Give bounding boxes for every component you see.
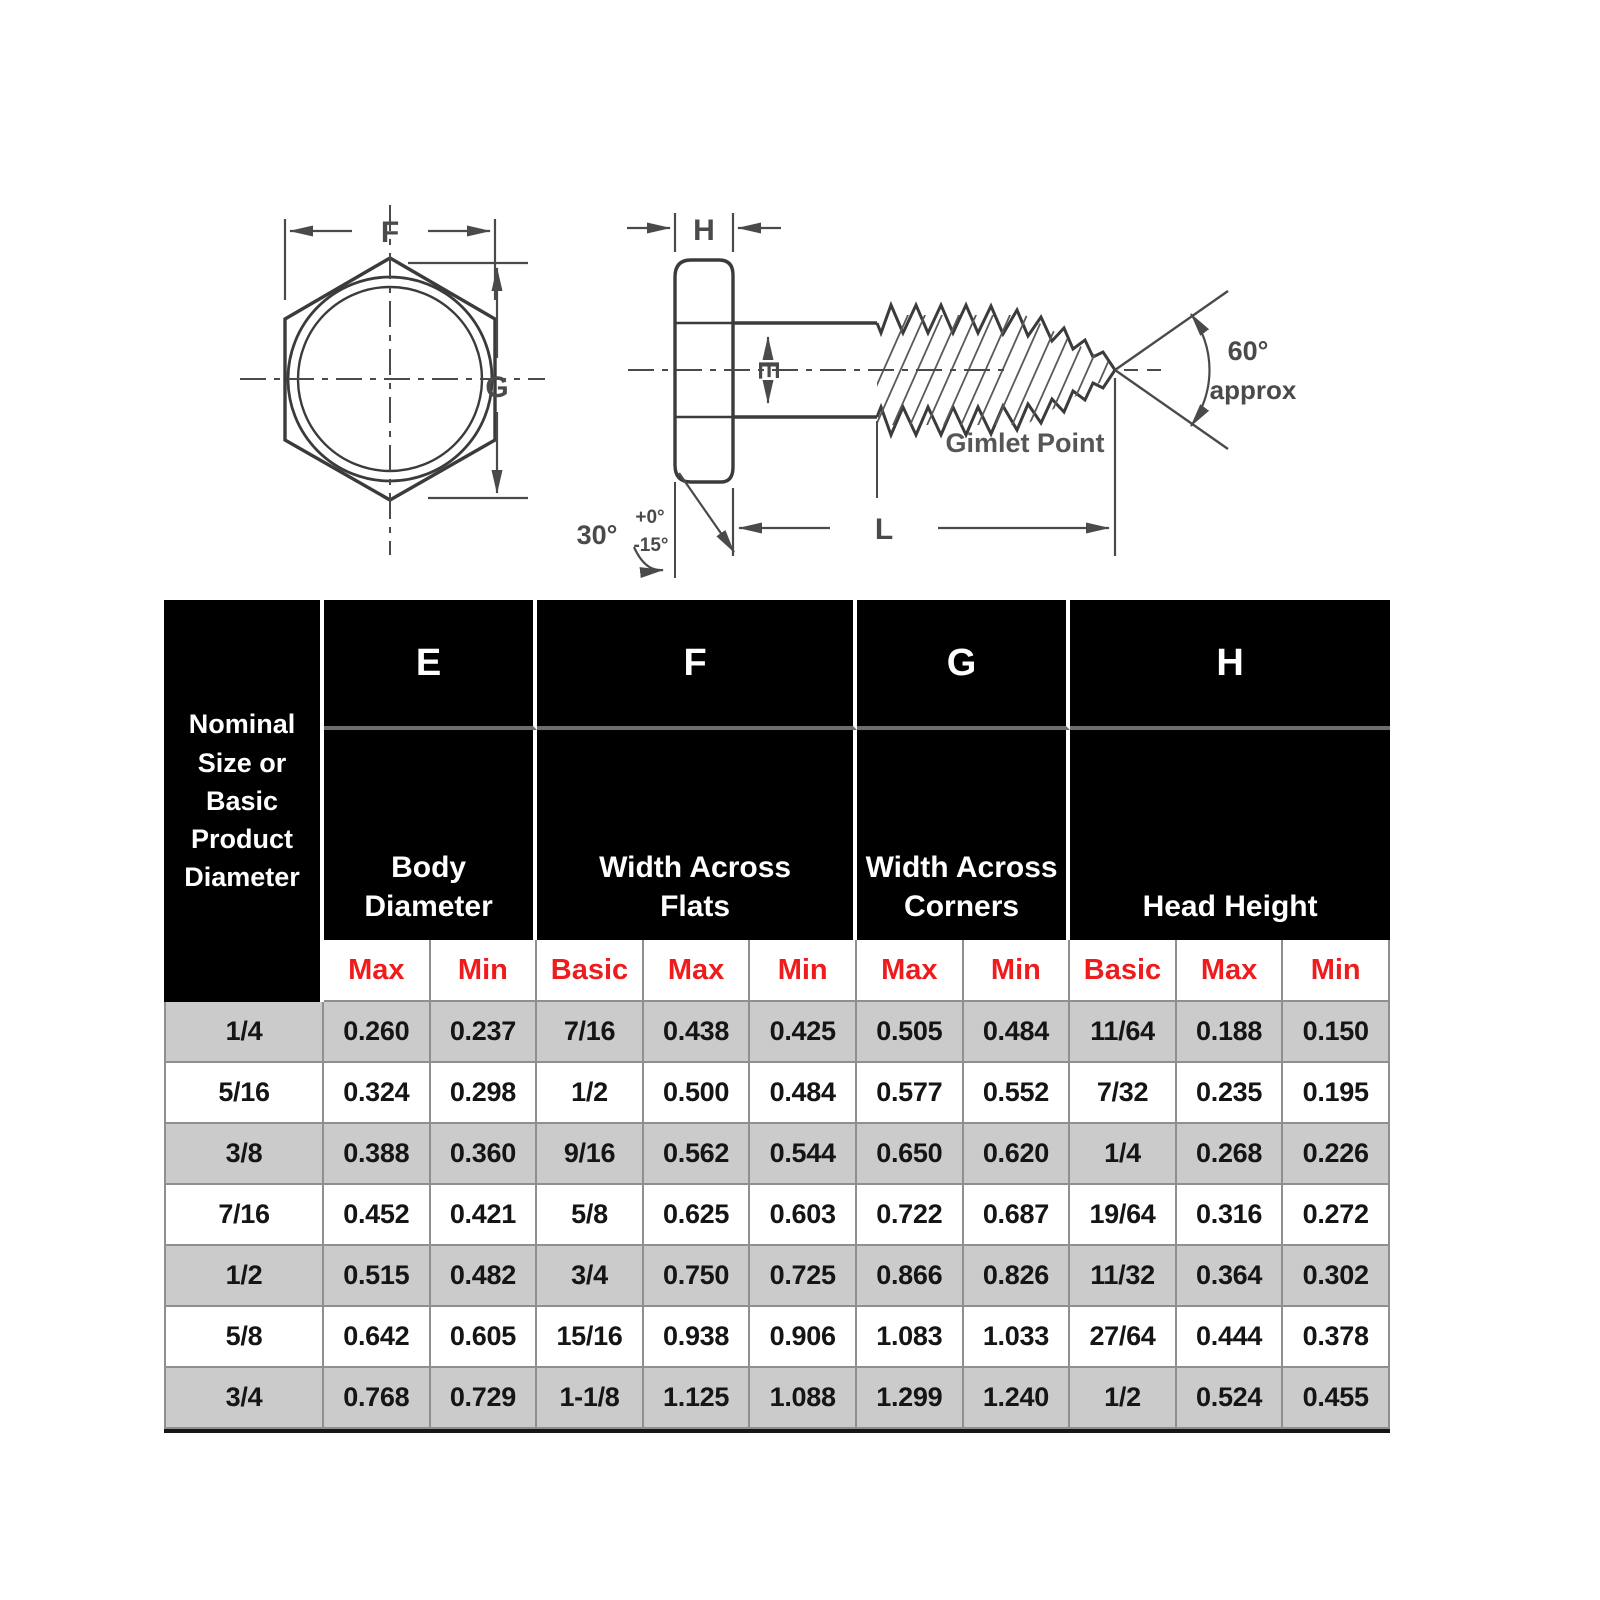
value-cell: 0.484 [750,1063,857,1124]
value-cell: 0.620 [964,1124,1071,1185]
value-cell: 0.603 [750,1185,857,1246]
subheader-f-min: Min [750,940,857,1002]
value-cell: 0.421 [431,1185,538,1246]
group-desc-width-across-corners: Width Across Corners [857,730,1070,940]
value-cell: 0.750 [644,1246,751,1307]
value-cell: 11/64 [1070,1002,1177,1063]
group-header-h: H [1070,600,1390,730]
value-cell: 1.083 [857,1307,964,1368]
value-cell: 15/16 [537,1307,644,1368]
g-dim-label: G [485,371,509,404]
value-cell: 0.906 [750,1307,857,1368]
point-angle-note: approx [1209,375,1297,405]
group-desc-body-diameter: Body Diameter [324,730,537,940]
size-cell: 3/8 [164,1124,324,1185]
subheader-g-max: Max [857,940,964,1002]
value-cell: 0.438 [644,1002,751,1063]
value-cell: 0.364 [1177,1246,1284,1307]
value-cell: 1/2 [1070,1368,1177,1429]
value-cell: 0.642 [324,1307,431,1368]
value-cell: 1.088 [750,1368,857,1429]
value-cell: 0.452 [324,1185,431,1246]
value-cell: 0.605 [431,1307,538,1368]
nominal-size-header: Nominal Size or Basic Product Diameter [164,600,324,1002]
value-cell: 0.577 [857,1063,964,1124]
value-cell: 0.562 [644,1124,751,1185]
value-cell: 0.226 [1283,1124,1390,1185]
value-cell: 0.188 [1177,1002,1284,1063]
value-cell: 27/64 [1070,1307,1177,1368]
value-cell: 0.482 [431,1246,538,1307]
group-desc-head-height: Head Height [1070,730,1390,940]
subheader-e-min: Min [431,940,538,1002]
value-cell: 0.625 [644,1185,751,1246]
value-cell: 1/4 [1070,1124,1177,1185]
size-cell: 5/16 [164,1063,324,1124]
value-cell: 0.650 [857,1124,964,1185]
value-cell: 11/32 [1070,1246,1177,1307]
point-angle-arc [1191,314,1210,426]
value-cell: 0.722 [857,1185,964,1246]
value-cell: 0.150 [1283,1002,1390,1063]
value-cell: 0.515 [324,1246,431,1307]
subheader-h-max: Max [1177,940,1284,1002]
group-desc-width-across-flats: Width Across Flats [537,730,857,940]
thread-hatching [856,306,1133,432]
size-cell: 3/4 [164,1368,324,1429]
value-cell: 0.235 [1177,1063,1284,1124]
value-cell: 0.378 [1283,1307,1390,1368]
value-cell: 0.729 [431,1368,538,1429]
value-cell: 1.033 [964,1307,1071,1368]
gimlet-point-label: Gimlet Point [945,428,1105,458]
value-cell: 0.505 [857,1002,964,1063]
value-cell: 0.938 [644,1307,751,1368]
e-dim-label: E [752,360,784,380]
value-cell: 1.125 [644,1368,751,1429]
value-cell: 0.302 [1283,1246,1390,1307]
value-cell: 1-1/8 [537,1368,644,1429]
value-cell: 0.484 [964,1002,1071,1063]
chamfer-diagonal [679,473,734,552]
value-cell: 0.272 [1283,1185,1390,1246]
chamfer-angle-label: 30° [576,520,618,550]
value-cell: 0.552 [964,1063,1071,1124]
value-cell: 5/8 [537,1185,644,1246]
value-cell: 0.444 [1177,1307,1284,1368]
subheader-h-basic: Basic [1070,940,1177,1002]
chamfer-tol-minus: -15° [633,535,669,556]
value-cell: 0.388 [324,1124,431,1185]
value-cell: 1.240 [964,1368,1071,1429]
value-cell: 0.425 [750,1002,857,1063]
size-cell: 7/16 [164,1185,324,1246]
chamfer-tol-plus: +0° [635,507,665,528]
group-header-e: E [324,600,537,730]
subheader-f-max: Max [644,940,751,1002]
value-cell: 7/16 [537,1002,644,1063]
size-cell: 1/2 [164,1246,324,1307]
value-cell: 3/4 [537,1246,644,1307]
value-cell: 0.866 [857,1246,964,1307]
value-cell: 0.298 [431,1063,538,1124]
thread-outline-top [877,305,1115,370]
subheader-g-min: Min [964,940,1071,1002]
value-cell: 0.768 [324,1368,431,1429]
size-cell: 1/4 [164,1002,324,1063]
dimension-spec-table [164,600,1390,1433]
value-cell: 0.324 [324,1063,431,1124]
l-dim-label: L [874,513,894,546]
h-dim-label: H [693,214,715,247]
value-cell: 0.826 [964,1246,1071,1307]
diagram-labels [381,214,1297,556]
subheader-e-max: Max [324,940,431,1002]
value-cell: 9/16 [537,1124,644,1185]
value-cell: 0.687 [964,1185,1071,1246]
value-cell: 1.299 [857,1368,964,1429]
value-cell: 0.260 [324,1002,431,1063]
value-cell: 0.316 [1177,1185,1284,1246]
value-cell: 0.500 [644,1063,751,1124]
value-cell: 0.360 [431,1124,538,1185]
group-header-g: G [857,600,1070,730]
value-cell: 0.268 [1177,1124,1284,1185]
group-header-f: F [537,600,857,730]
value-cell: 0.195 [1283,1063,1390,1124]
point-angle-label: 60° [1227,336,1269,366]
value-cell: 0.455 [1283,1368,1390,1429]
f-dim-label: F [380,216,400,249]
value-cell: 7/32 [1070,1063,1177,1124]
subheader-f-basic: Basic [537,940,644,1002]
size-cell: 5/8 [164,1307,324,1368]
value-cell: 0.544 [750,1124,857,1185]
lag-screw-diagram [0,0,1600,600]
value-cell: 0.237 [431,1002,538,1063]
value-cell: 1/2 [537,1063,644,1124]
point-angle-line-upper [1115,291,1228,370]
value-cell: 0.725 [750,1246,857,1307]
subheader-h-min: Min [1283,940,1390,1002]
value-cell: 0.524 [1177,1368,1284,1429]
value-cell: 19/64 [1070,1185,1177,1246]
